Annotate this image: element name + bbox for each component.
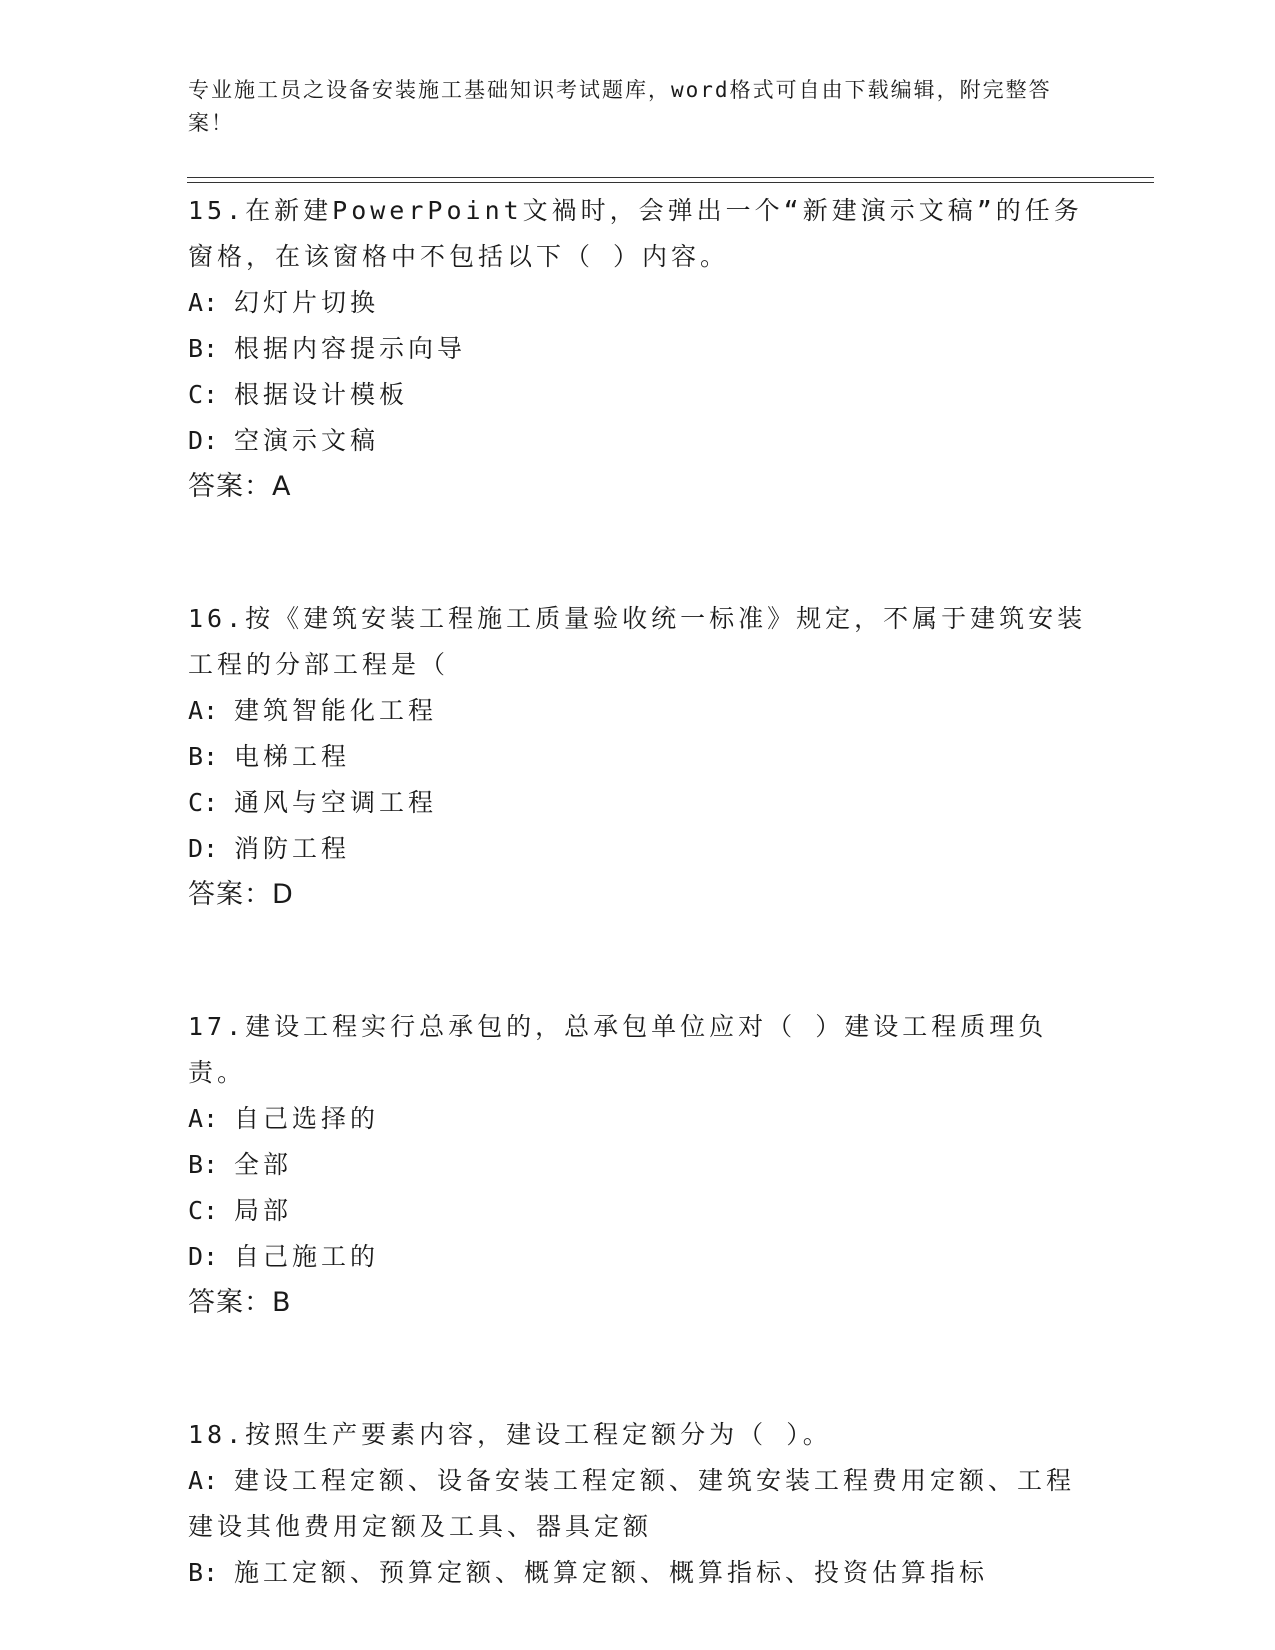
- answer-label: 答案：A: [188, 471, 292, 502]
- question-spacer: [188, 918, 1088, 1004]
- option-letter: D:: [188, 834, 219, 863]
- question-17: [188, 1004, 1088, 1326]
- option-b: [188, 734, 1088, 780]
- header-divider-bottom: [187, 182, 1154, 183]
- option-d: [188, 826, 1088, 872]
- answer-label: 答案：B: [188, 1287, 292, 1318]
- question-stem: 15.在新建PowerPoint文禍时，会弹出一个“新建演示文稿”的任务窗格，在该窗格中不包括以下（ ）内容。: [188, 196, 1083, 271]
- option-c: [188, 372, 1088, 418]
- option-letter: A:: [188, 1466, 219, 1495]
- option-text: 全部: [234, 1150, 293, 1179]
- option-c: [188, 1188, 1088, 1234]
- option-letter: B:: [188, 1150, 219, 1179]
- option-b: [188, 326, 1088, 372]
- question-spacer: [188, 1326, 1088, 1412]
- answer-label: 答案：D: [188, 879, 294, 910]
- option-text: 空演示文稿: [234, 426, 380, 455]
- question-list: [188, 188, 1088, 1596]
- option-letter: D:: [188, 1242, 219, 1271]
- option-text: 施工定额、预算定额、概算定额、概算指标、投资估算指标: [234, 1558, 989, 1587]
- header-divider-top: [187, 177, 1154, 178]
- option-text: 电梯工程: [234, 742, 351, 771]
- option-text: 局部: [234, 1196, 293, 1225]
- option-letter: B:: [188, 742, 219, 771]
- option-d: [188, 418, 1088, 464]
- option-letter: D:: [188, 426, 219, 455]
- option-d: [188, 1234, 1088, 1280]
- option-letter: A:: [188, 288, 219, 317]
- option-b: [188, 1142, 1088, 1188]
- option-text: 自己选择的: [234, 1104, 380, 1133]
- option-b: [188, 1550, 1088, 1596]
- question-spacer: [188, 510, 1088, 596]
- option-letter: C:: [188, 788, 219, 817]
- option-a: [188, 280, 1088, 326]
- option-letter: C:: [188, 380, 219, 409]
- question-16: [188, 596, 1088, 918]
- option-text: 根据内容提示向导: [234, 334, 467, 363]
- document-header: [188, 74, 1068, 140]
- option-text: 通风与空调工程: [234, 788, 438, 817]
- option-letter: C:: [188, 1196, 219, 1225]
- option-a: [188, 1096, 1088, 1142]
- question-stem: 18.按照生产要素内容，建设工程定额分为（ ）。: [188, 1420, 832, 1449]
- option-c: [188, 780, 1088, 826]
- header-text: 专业施工员之设备安装施工基础知识考试题库，word格式可自由下载编辑，附完整答案！: [188, 78, 1052, 135]
- option-text: 根据设计模板: [234, 380, 409, 409]
- option-letter: A:: [188, 1104, 219, 1133]
- option-text: 自己施工的: [234, 1242, 380, 1271]
- option-a: [188, 1458, 1088, 1550]
- question-18: [188, 1412, 1088, 1596]
- question-stem: 16.按《建筑安装工程施工质量验收统一标准》规定，不属于建筑安装工程的分部工程是（: [188, 604, 1087, 679]
- option-text: 消防工程: [234, 834, 351, 863]
- question-stem: 17.建设工程实行总承包的，总承包单位应对（ ）建设工程质理负责。: [188, 1012, 1048, 1087]
- option-text: 建筑智能化工程: [234, 696, 438, 725]
- option-a: [188, 688, 1088, 734]
- question-15: [188, 188, 1088, 510]
- option-letter: B:: [188, 334, 219, 363]
- option-text: 幻灯片切换: [234, 288, 380, 317]
- option-letter: A:: [188, 696, 219, 725]
- option-letter: B:: [188, 1558, 219, 1587]
- option-text: 建设工程定额、设备安装工程定额、建筑安装工程费用定额、工程建设其他费用定额及工具、器具定额: [188, 1466, 1076, 1541]
